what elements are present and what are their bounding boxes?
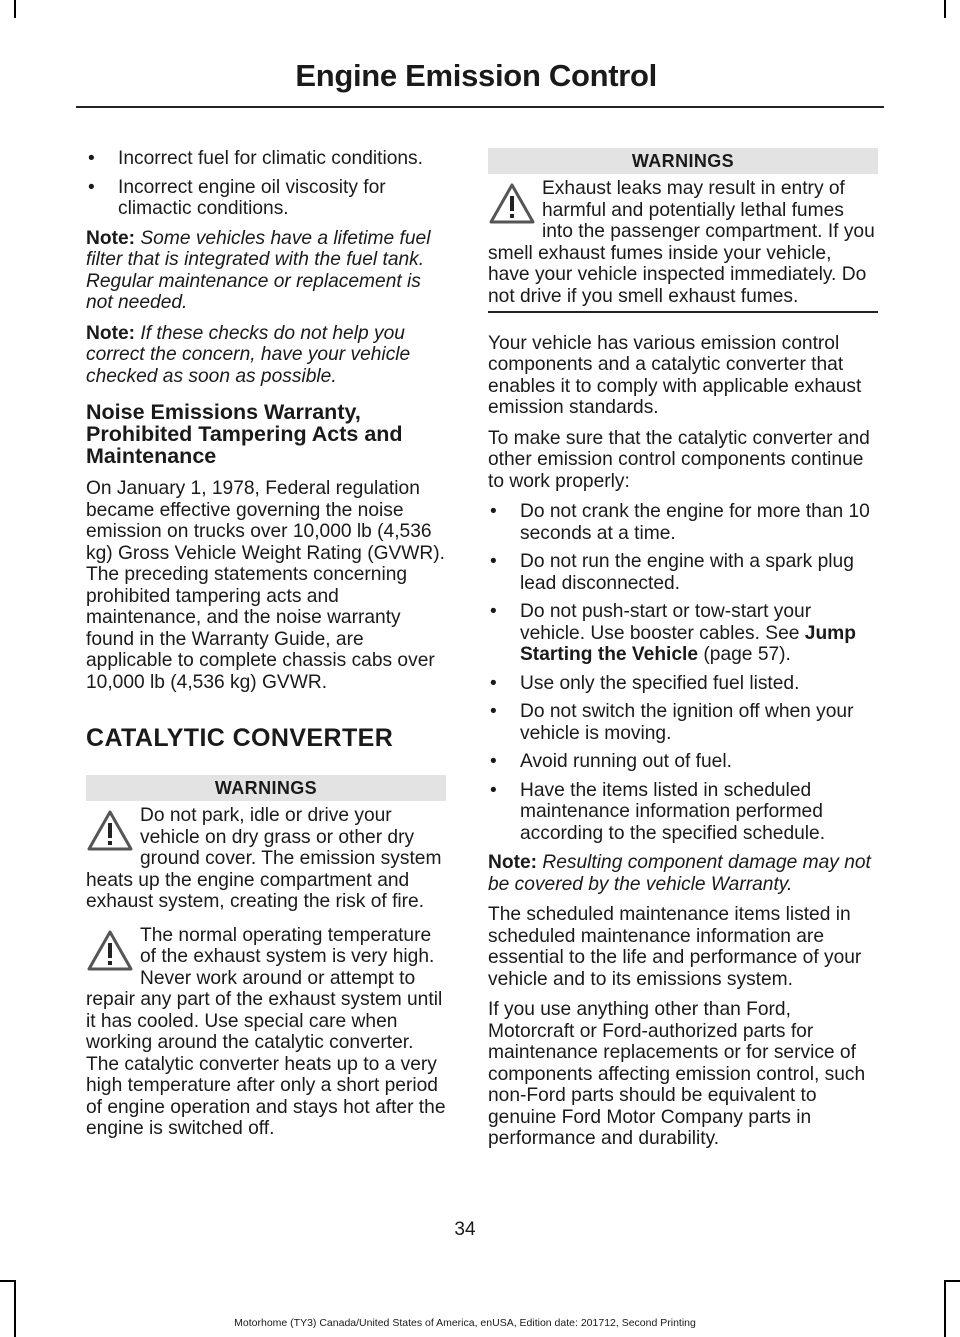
bullet-glyph: •	[88, 148, 95, 169]
bullet-text: Have the items listed in scheduled maintenance information performed according to the specified schedule.	[520, 779, 826, 844]
warning-triangle-icon	[86, 809, 134, 853]
note-label: Note:	[488, 852, 538, 873]
list-item	[488, 751, 878, 773]
bullet-text: Do not run the engine with a spark plug lead disconnected.	[520, 551, 854, 594]
bullet-text: Do not push-start or tow-start your vehicle. Use booster cables. See	[520, 601, 812, 644]
crop-mark-bottom-right	[944, 1280, 946, 1337]
right-column	[488, 148, 878, 1159]
note-text: If these checks do not help you correct the concern, have your vehicle checked as soon as possible.	[86, 322, 411, 387]
bullet-glyph: •	[490, 551, 497, 572]
note-text: Resulting component damage may not be covered by the vehicle Warranty.	[488, 852, 871, 895]
chapter-title: CATALYTIC CONVERTER	[86, 724, 394, 752]
crop-mark-top-right	[944, 0, 946, 18]
warning-triangle-icon	[86, 929, 134, 973]
note-paragraph	[86, 228, 446, 314]
warnings-header: WARNINGS	[488, 148, 878, 174]
bullet-glyph: •	[490, 672, 497, 694]
body-paragraph: The scheduled maintenance items listed in scheduled maintenance information are essential to the life and performance of your vehicle and to its emissions system.	[488, 904, 862, 990]
header-rule	[76, 106, 884, 108]
warning-triangle-icon	[488, 182, 536, 226]
section-body: On January 1, 1978, Federal regulation became effective governing the noise emission on trucks over 10,000 lb (4,536 kg) Gross Vehicle Weight Rating (GVWR). The preceding statements concerning prohibited tampering acts and maintenance, and the noise warranty found in the Warranty Guide, are applicable to complete chassis cabs over 10,000 lb (4,536 kg) GVWR.	[86, 478, 445, 693]
warnings-header: WARNINGS	[86, 775, 446, 801]
list-item	[488, 501, 878, 544]
warning-text: The normal operating temperature of the exhaust system is very high. Never work around or attempt to repair any part of the exhaust system until it has cooled. Use special care when working around the catalytic converter. The catalytic converter heats up to a very high temperature after only a short period of engine operation and stays hot after the engine is switched off.	[86, 924, 446, 1139]
list-item	[488, 673, 878, 695]
note-label: Note:	[86, 322, 136, 344]
warning-block	[488, 178, 878, 307]
list-item	[488, 701, 878, 744]
cross-reference-link[interactable]: Jump Starting the Vehicle	[520, 622, 856, 665]
bullet-glyph: •	[88, 176, 95, 198]
crop-mark-top-left	[14, 0, 16, 18]
page-number: 34	[454, 1219, 476, 1240]
body-paragraph: Your vehicle has various emission control components and a catalytic converter that enables it to comply with applicable exhaust emission standards.	[488, 332, 862, 418]
bullet-glyph: •	[490, 601, 497, 622]
bullet-glyph: •	[490, 501, 497, 522]
page-reference: (page 57).	[698, 644, 791, 665]
bullet-glyph: •	[490, 779, 497, 801]
bullet-text: Do not crank the engine for more than 10 seconds at a time.	[520, 501, 870, 544]
page-footer: Motorhome (TY3) Canada/United States of America, enUSA, Edition date: 201712, Second Printing	[234, 1317, 696, 1329]
warning-end-rule	[488, 311, 878, 313]
warning-text: Do not park, idle or drive your vehicle on dry grass or other dry ground cover. The emission system heats up the engine compartment and exhaust system, creating the risk of fire.	[86, 805, 442, 912]
warning-block	[86, 805, 446, 913]
left-bullet-list	[86, 148, 446, 220]
note-text: Some vehicles have a lifetime fuel filter that is integrated with the fuel tank. Regular maintenance or replacement is not needed.	[86, 227, 431, 313]
list-item	[86, 148, 446, 170]
list-item	[488, 551, 878, 594]
bullet-glyph: •	[490, 751, 497, 772]
body-paragraph: If you use anything other than Ford, Motorcraft or Ford-authorized parts for maintenance replacements or for service of components affecting emission control, such non-Ford parts should be equivalent to genuine Ford Motor Company parts in performance and durability.	[488, 999, 866, 1149]
right-bullet-list	[488, 501, 878, 844]
warning-block	[86, 925, 446, 1140]
bullet-text: Use only the specified fuel listed.	[520, 672, 800, 694]
list-item	[488, 780, 878, 845]
page-header-title: Engine Emission Control	[295, 58, 657, 93]
bullet-text: Incorrect engine oil viscosity for climactic conditions.	[118, 176, 386, 219]
bullet-text: Do not switch the ignition off when your vehicle is moving.	[520, 701, 854, 744]
body-paragraph: To make sure that the catalytic converter and other emission control components continue to work properly:	[488, 427, 870, 492]
list-item	[86, 177, 446, 220]
crop-mark-bottom-left-h	[0, 1280, 16, 1282]
note-paragraph	[488, 852, 878, 895]
crop-mark-bottom-right-h	[944, 1280, 960, 1282]
warning-text: Exhaust leaks may result in entry of harmful and potentially lethal fumes into the passenger compartment. If you smell exhaust fumes inside your vehicle, have your vehicle inspected immediately. Do not drive if you smell exhaust fumes.	[488, 178, 875, 307]
note-label: Note:	[86, 227, 136, 249]
bullet-glyph: •	[490, 701, 497, 722]
bullet-text: Incorrect fuel for climatic conditions.	[118, 148, 423, 169]
section-title: Noise Emissions Warranty, Prohibited Tampering Acts and Maintenance	[86, 400, 403, 468]
bullet-text: Avoid running out of fuel.	[520, 751, 732, 772]
list-item	[488, 601, 878, 666]
note-paragraph	[86, 323, 446, 388]
left-column	[86, 148, 446, 1152]
